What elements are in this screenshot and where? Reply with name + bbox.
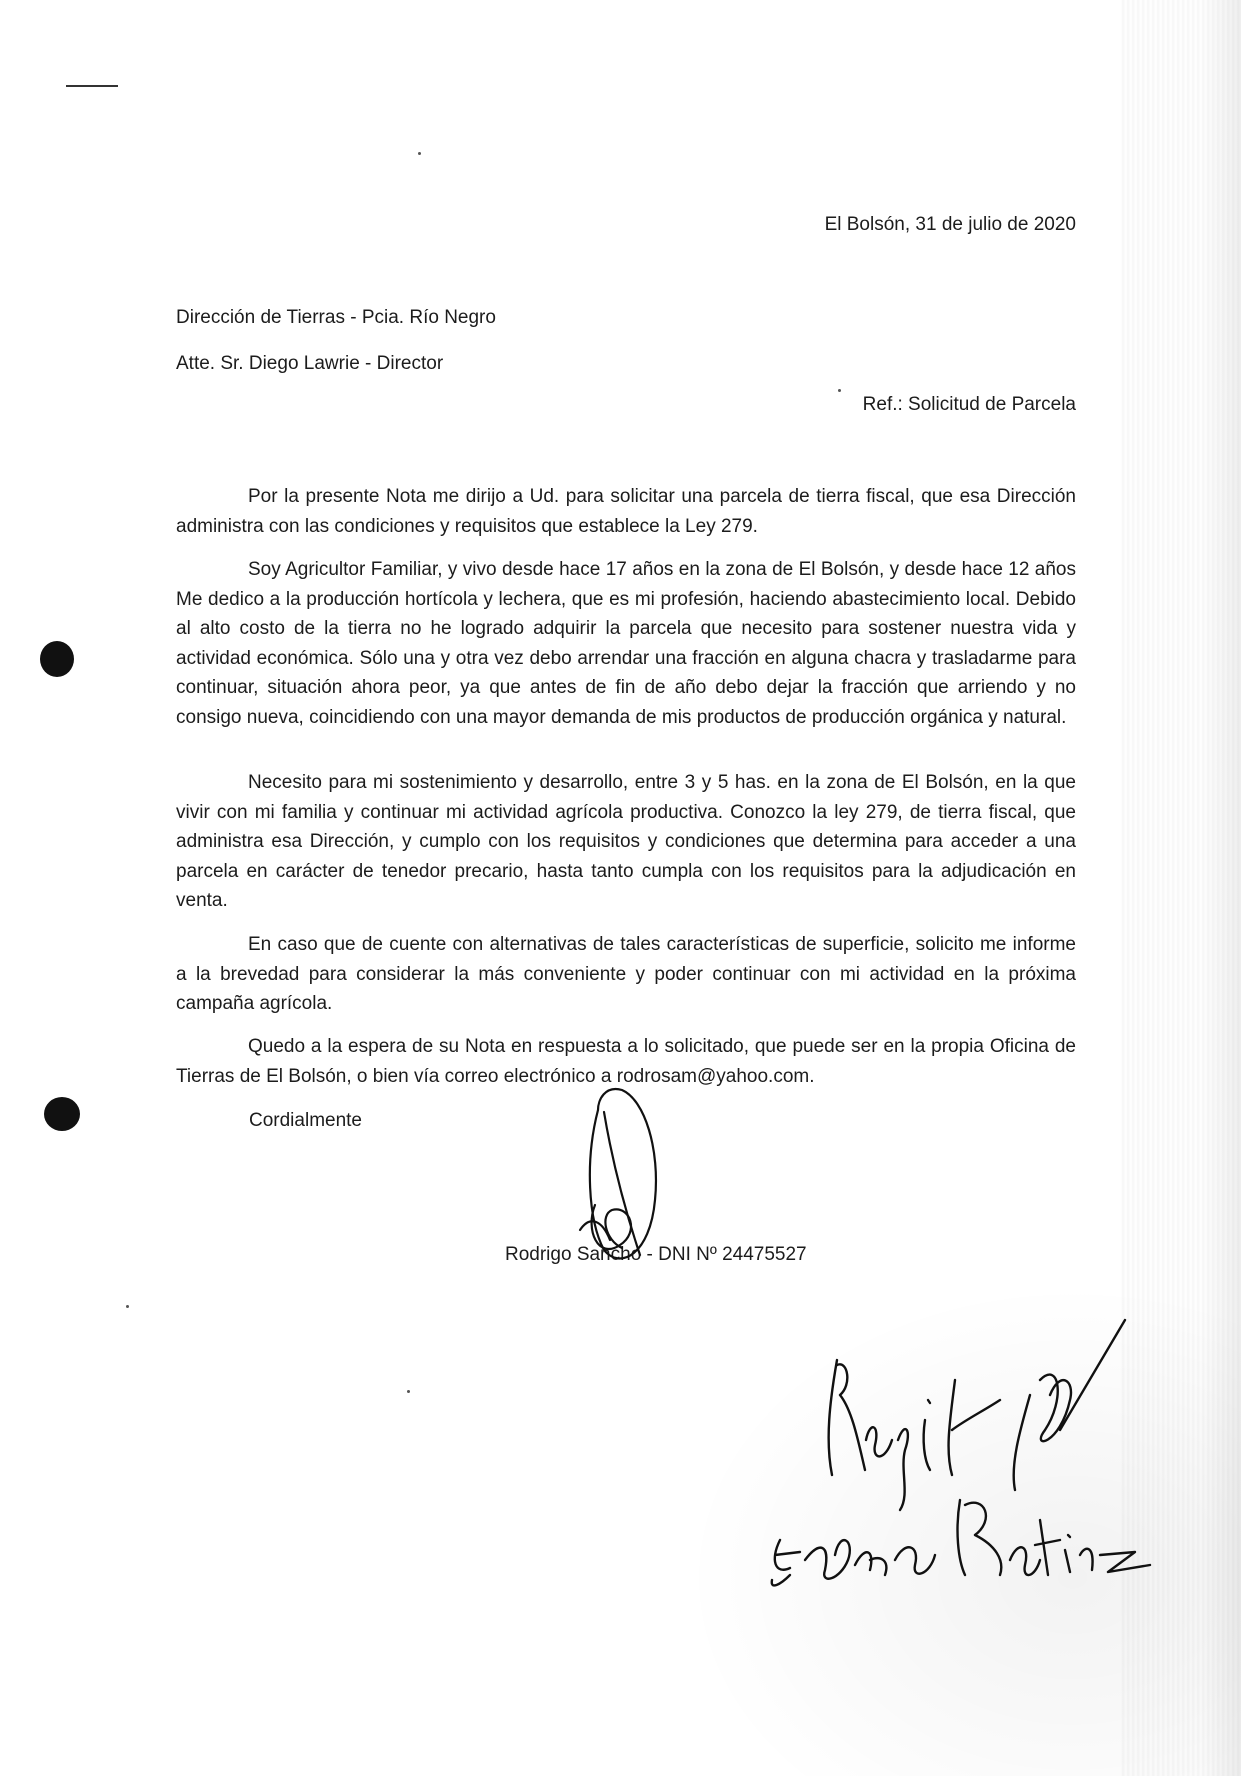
signature-sender [580,1089,656,1258]
body-paragraph: Necesito para mi sostenimiento y desarrollo, entre 3 y 5 has. en la zona de El Bolsón, en la que vivir con mi familia y continuar mi actividad agrícola productiva. Conozco la ley 279, de tierra fiscal, que administra esa Dirección, y cumplo con los requisitos y condiciones que determina para acceder a una parcela en carácter de tenedor precario, hasta tanto cumpla con los requisitos para la adjudicación en venta. [176,772,1076,911]
body-paragraph: En caso que de cuente con alternativas de tales características de superficie, solicito me informe a la brevedad para considerar la más conveniente y poder continuar con mi actividad en la próxima campaña agrícola. [176,934,1076,1014]
signer-line: Rodrigo Sancho - DNI Nº 24475527 [505,1244,807,1265]
body-paragraph: Soy Agricultor Familiar, y vivo desde hace 17 años en la zona de El Bolsón, y desde hace 12 años Me dedico a la producción hortícola y lechera, que es mi profesión, haciendo abastecimiento local. Debido al alto costo de la tierra no he logrado adquirir la parcela que necesito para sostener nuestra vida y actividad económica. Sólo una y otra vez debo arrendar una fracción en alguna chacra y trasladarme para continuar, situación ahora peor, ya que antes de fin de año debo dejar la fracción que arriendo y no consigo nueva, coincidiendo con una mayor demanda de mis productos de producción orgánica y natural. [176,559,1076,728]
signature-receipt [772,1320,1150,1585]
closing-salutation: Cordialmente [249,1110,362,1131]
body-paragraph: Quedo a la espera de su Nota en respuesta a lo solicitado, que puede ser en la propia Oficina de Tierras de El Bolsón, o bien vía correo electrónico a rodrosam@yahoo.com. [176,1036,1076,1087]
attention-line: Atte. Sr. Diego Lawrie - Director [176,353,444,374]
body-paragraph: Por la presente Nota me dirijo a Ud. para solicitar una parcela de tierra fiscal, que esa Dirección administra con las condiciones y requisitos que establece la Ley 279. [176,486,1076,537]
reference-line: Ref.: Solicitud de Parcela [862,394,1076,415]
recipient-line: Dirección de Tierras - Pcia. Río Negro [176,307,496,328]
letter-date: El Bolsón, 31 de julio de 2020 [824,214,1076,235]
